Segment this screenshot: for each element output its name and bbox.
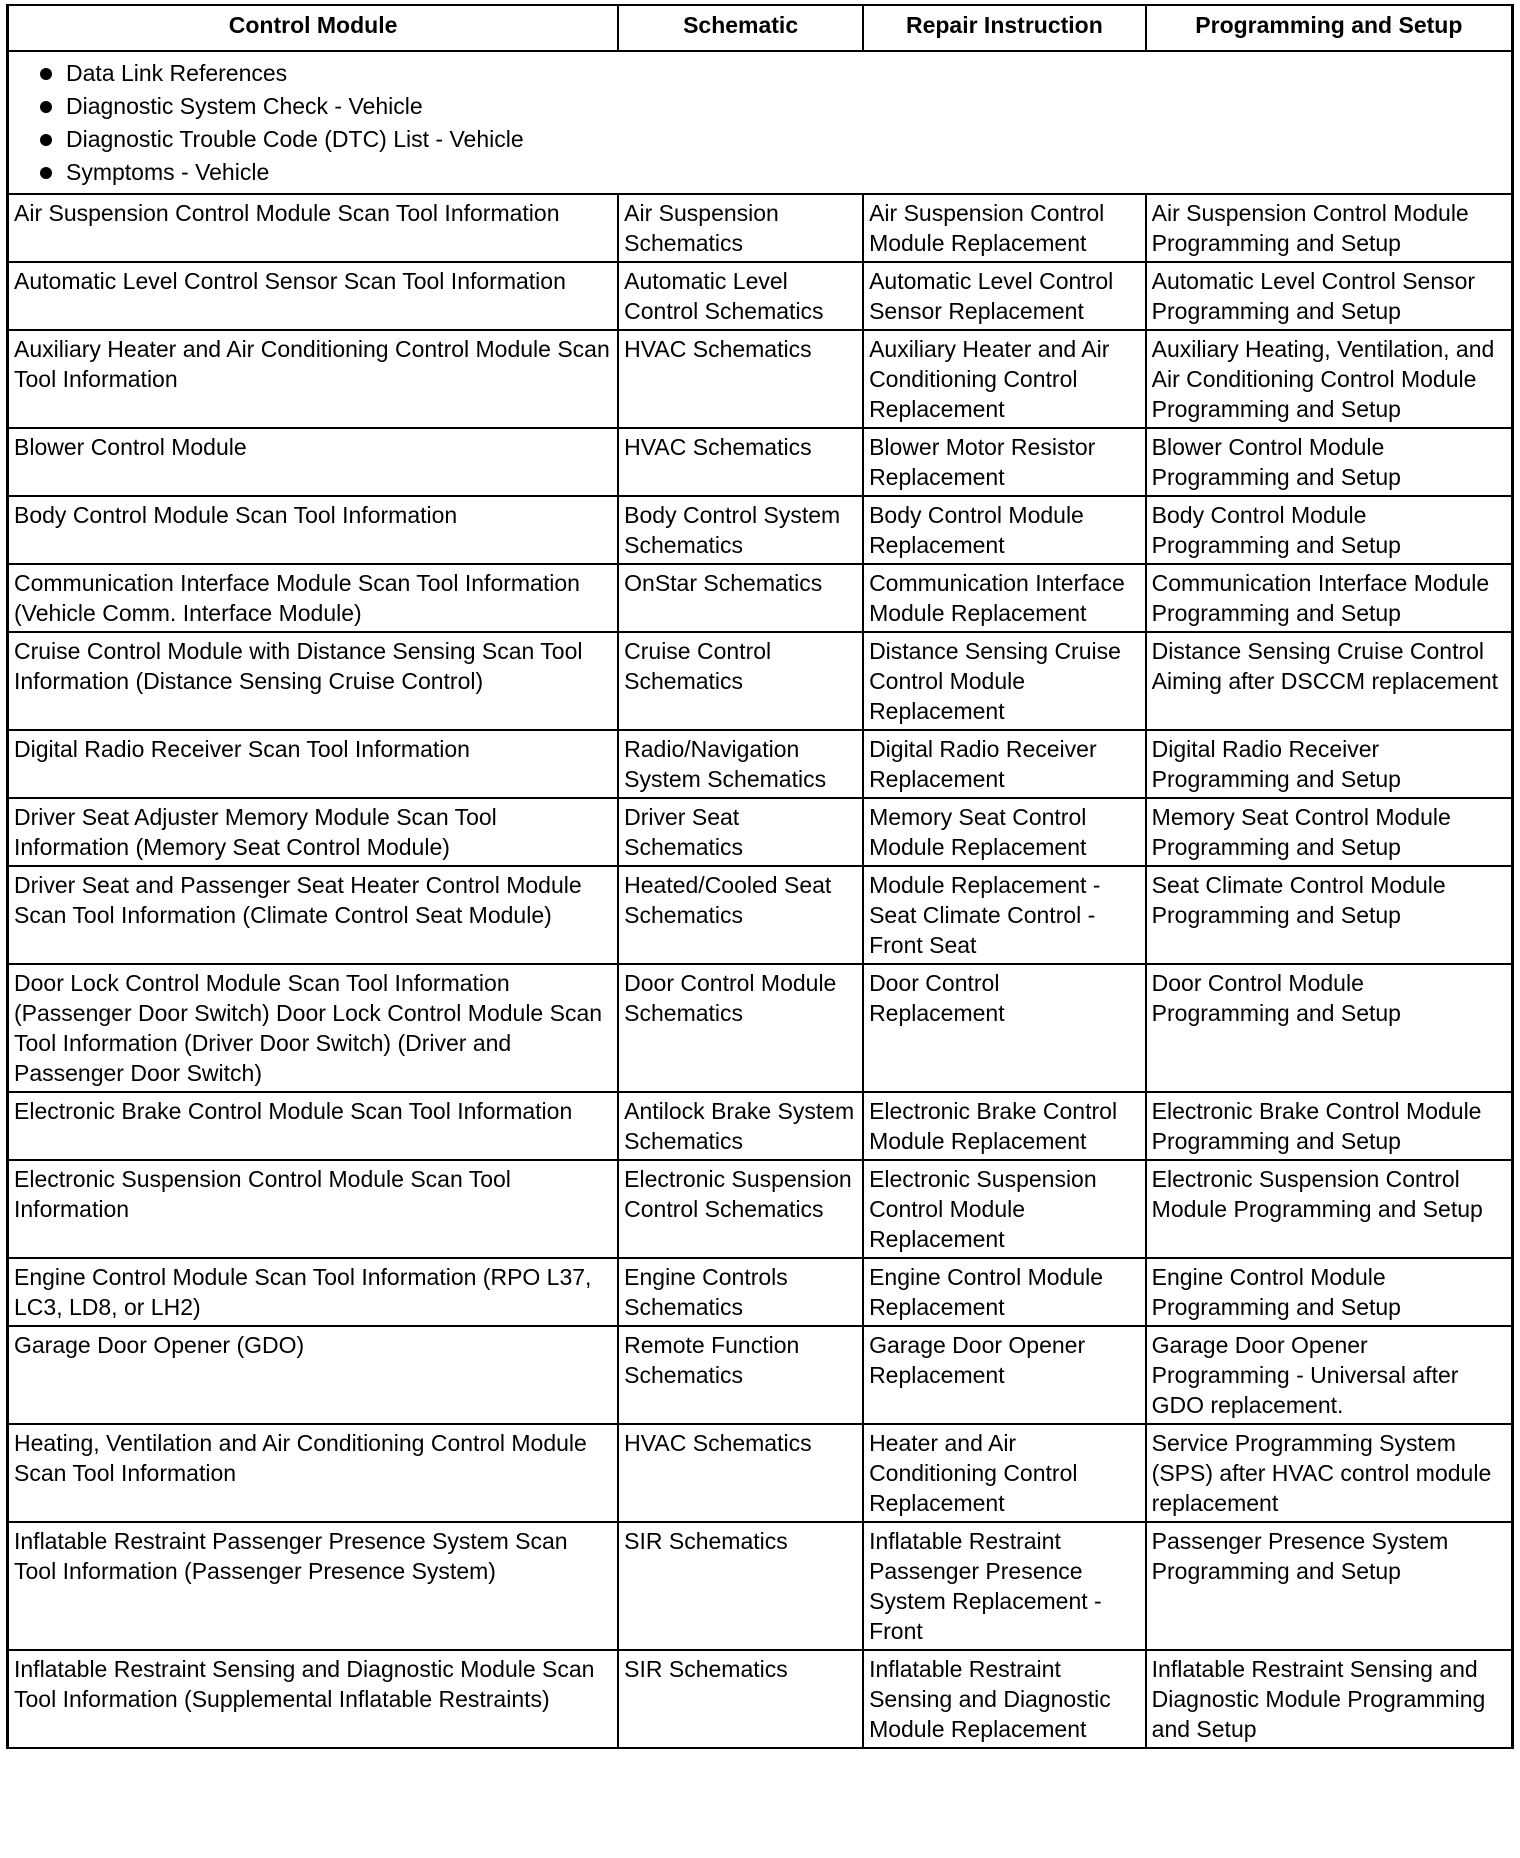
cell-programming-and-setup[interactable]: Air Suspension Control Module Programming and Setup — [1146, 194, 1513, 262]
document-page — [6, 4, 1514, 1749]
cell-control-module[interactable]: Inflatable Restraint Passenger Presence System Scan Tool Information (Passenger Presence System) — [8, 1522, 619, 1650]
cell-control-module[interactable]: Communication Interface Module Scan Tool Information (Vehicle Comm. Interface Module) — [8, 564, 619, 632]
cell-control-module[interactable]: Automatic Level Control Sensor Scan Tool Information — [8, 262, 619, 330]
cell-schematic[interactable]: Cruise Control Schematics — [618, 632, 863, 730]
table-row — [8, 1326, 1513, 1424]
cell-programming-and-setup[interactable]: Inflatable Restraint Sensing and Diagnostic Module Programming and Setup — [1146, 1650, 1513, 1748]
cell-repair-instruction[interactable]: Communication Interface Module Replacement — [863, 564, 1146, 632]
cell-schematic[interactable]: Remote Function Schematics — [618, 1326, 863, 1424]
bullet-icon — [40, 167, 52, 179]
cell-control-module[interactable]: Air Suspension Control Module Scan Tool Information — [8, 194, 619, 262]
cell-control-module[interactable]: Door Lock Control Module Scan Tool Information (Passenger Door Switch) Door Lock Control Module Scan Tool Information (Driver Door Switch) (Driver and Passenger Door Switch) — [8, 964, 619, 1092]
header-programming-and-setup: Programming and Setup — [1146, 5, 1513, 51]
cell-control-module[interactable]: Driver Seat and Passenger Seat Heater Control Module Scan Tool Information (Climate Control Seat Module) — [8, 866, 619, 964]
cell-repair-instruction[interactable]: Electronic Suspension Control Module Replacement — [863, 1160, 1146, 1258]
cell-repair-instruction[interactable]: Memory Seat Control Module Replacement — [863, 798, 1146, 866]
cell-control-module[interactable]: Heating, Ventilation and Air Conditioning Control Module Scan Tool Information — [8, 1424, 619, 1522]
table-row — [8, 632, 1513, 730]
cell-schematic[interactable]: Radio/Navigation System Schematics — [618, 730, 863, 798]
table-row — [8, 262, 1513, 330]
cell-schematic[interactable]: Air Suspension Schematics — [618, 194, 863, 262]
cell-repair-instruction[interactable]: Digital Radio Receiver Replacement — [863, 730, 1146, 798]
cell-programming-and-setup[interactable]: Memory Seat Control Module Programming and Setup — [1146, 798, 1513, 866]
table-row — [8, 866, 1513, 964]
reference-item[interactable] — [32, 123, 1506, 156]
reference-item[interactable] — [32, 90, 1506, 123]
cell-schematic[interactable]: Driver Seat Schematics — [618, 798, 863, 866]
table-row — [8, 564, 1513, 632]
cell-repair-instruction[interactable]: Body Control Module Replacement — [863, 496, 1146, 564]
cell-repair-instruction[interactable]: Heater and Air Conditioning Control Replacement — [863, 1424, 1146, 1522]
cell-repair-instruction[interactable]: Module Replacement - Seat Climate Control - Front Seat — [863, 866, 1146, 964]
bullet-icon — [40, 68, 52, 80]
cell-repair-instruction[interactable]: Distance Sensing Cruise Control Module Replacement — [863, 632, 1146, 730]
cell-repair-instruction[interactable]: Air Suspension Control Module Replacement — [863, 194, 1146, 262]
cell-control-module[interactable]: Body Control Module Scan Tool Information — [8, 496, 619, 564]
cell-programming-and-setup[interactable]: Service Programming System (SPS) after HVAC control module replacement — [1146, 1424, 1513, 1522]
table-row — [8, 1258, 1513, 1326]
cell-control-module[interactable]: Electronic Suspension Control Module Scan Tool Information — [8, 1160, 619, 1258]
cell-programming-and-setup[interactable]: Body Control Module Programming and Setup — [1146, 496, 1513, 564]
cell-repair-instruction[interactable]: Electronic Brake Control Module Replacement — [863, 1092, 1146, 1160]
table-row — [8, 428, 1513, 496]
table-row — [8, 496, 1513, 564]
cell-programming-and-setup[interactable]: Engine Control Module Programming and Setup — [1146, 1258, 1513, 1326]
table-row — [8, 1160, 1513, 1258]
cell-programming-and-setup[interactable]: Garage Door Opener Programming - Universal after GDO replacement. — [1146, 1326, 1513, 1424]
cell-schematic[interactable]: SIR Schematics — [618, 1522, 863, 1650]
cell-control-module[interactable]: Blower Control Module — [8, 428, 619, 496]
header-control-module: Control Module — [8, 5, 619, 51]
cell-schematic[interactable]: Automatic Level Control Schematics — [618, 262, 863, 330]
cell-programming-and-setup[interactable]: Digital Radio Receiver Programming and Setup — [1146, 730, 1513, 798]
control-module-table — [6, 4, 1514, 1749]
bullet-icon — [40, 134, 52, 146]
cell-control-module[interactable]: Driver Seat Adjuster Memory Module Scan Tool Information (Memory Seat Control Module) — [8, 798, 619, 866]
cell-control-module[interactable]: Cruise Control Module with Distance Sensing Scan Tool Information (Distance Sensing Cruise Control) — [8, 632, 619, 730]
reference-link[interactable]: Data Link References — [66, 60, 288, 86]
cell-schematic[interactable]: Heated/Cooled Seat Schematics — [618, 866, 863, 964]
cell-schematic[interactable]: Engine Controls Schematics — [618, 1258, 863, 1326]
cell-control-module[interactable]: Inflatable Restraint Sensing and Diagnostic Module Scan Tool Information (Supplemental Inflatable Restraints) — [8, 1650, 619, 1748]
cell-schematic[interactable]: OnStar Schematics — [618, 564, 863, 632]
cell-repair-instruction[interactable]: Door Control Replacement — [863, 964, 1146, 1092]
cell-schematic[interactable]: SIR Schematics — [618, 1650, 863, 1748]
table-row — [8, 1092, 1513, 1160]
cell-control-module[interactable]: Engine Control Module Scan Tool Information (RPO L37, LC3, LD8, or LH2) — [8, 1258, 619, 1326]
header-repair-instruction: Repair Instruction — [863, 5, 1146, 51]
table-row — [8, 1424, 1513, 1522]
cell-programming-and-setup[interactable]: Seat Climate Control Module Programming and Setup — [1146, 866, 1513, 964]
cell-programming-and-setup[interactable]: Communication Interface Module Programming and Setup — [1146, 564, 1513, 632]
table-row — [8, 330, 1513, 428]
cell-schematic[interactable]: Electronic Suspension Control Schematics — [618, 1160, 863, 1258]
cell-programming-and-setup[interactable]: Automatic Level Control Sensor Programming and Setup — [1146, 262, 1513, 330]
cell-schematic[interactable]: HVAC Schematics — [618, 1424, 863, 1522]
bullet-icon — [40, 101, 52, 113]
table-row — [8, 1650, 1513, 1748]
reference-link[interactable]: Diagnostic Trouble Code (DTC) List - Vehicle — [66, 126, 524, 152]
references-cell — [8, 51, 1513, 194]
cell-programming-and-setup[interactable]: Passenger Presence System Programming and Setup — [1146, 1522, 1513, 1650]
cell-repair-instruction[interactable]: Blower Motor Resistor Replacement — [863, 428, 1146, 496]
cell-programming-and-setup[interactable]: Electronic Brake Control Module Programming and Setup — [1146, 1092, 1513, 1160]
cell-schematic[interactable]: Antilock Brake System Schematics — [618, 1092, 863, 1160]
table-row — [8, 1522, 1513, 1650]
header-schematic: Schematic — [618, 5, 863, 51]
cell-programming-and-setup[interactable]: Electronic Suspension Control Module Programming and Setup — [1146, 1160, 1513, 1258]
cell-schematic[interactable]: Door Control Module Schematics — [618, 964, 863, 1092]
cell-repair-instruction[interactable]: Inflatable Restraint Sensing and Diagnostic Module Replacement — [863, 1650, 1146, 1748]
cell-programming-and-setup[interactable]: Auxiliary Heating, Ventilation, and Air Conditioning Control Module Programming and Setup — [1146, 330, 1513, 428]
cell-schematic[interactable]: HVAC Schematics — [618, 330, 863, 428]
reference-link[interactable]: Diagnostic System Check - Vehicle — [66, 93, 423, 119]
table-row — [8, 730, 1513, 798]
cell-repair-instruction[interactable]: Garage Door Opener Replacement — [863, 1326, 1146, 1424]
table-row — [8, 964, 1513, 1092]
reference-item[interactable] — [32, 156, 1506, 189]
cell-programming-and-setup[interactable]: Distance Sensing Cruise Control Aiming after DSCCM replacement — [1146, 632, 1513, 730]
cell-control-module[interactable]: Garage Door Opener (GDO) — [8, 1326, 619, 1424]
cell-repair-instruction[interactable]: Automatic Level Control Sensor Replacement — [863, 262, 1146, 330]
references-list — [14, 55, 1506, 190]
cell-control-module[interactable]: Digital Radio Receiver Scan Tool Information — [8, 730, 619, 798]
references-row — [8, 51, 1513, 194]
cell-control-module[interactable]: Electronic Brake Control Module Scan Tool Information — [8, 1092, 619, 1160]
reference-item[interactable] — [32, 57, 1506, 90]
cell-repair-instruction[interactable]: Auxiliary Heater and Air Conditioning Control Replacement — [863, 330, 1146, 428]
cell-control-module[interactable]: Auxiliary Heater and Air Conditioning Control Module Scan Tool Information — [8, 330, 619, 428]
table-row — [8, 194, 1513, 262]
table-row — [8, 798, 1513, 866]
cell-programming-and-setup[interactable]: Door Control Module Programming and Setup — [1146, 964, 1513, 1092]
reference-link[interactable]: Symptoms - Vehicle — [66, 159, 270, 185]
cell-programming-and-setup[interactable]: Blower Control Module Programming and Setup — [1146, 428, 1513, 496]
cell-schematic[interactable]: Body Control System Schematics — [618, 496, 863, 564]
cell-repair-instruction[interactable]: Inflatable Restraint Passenger Presence System Replacement - Front — [863, 1522, 1146, 1650]
table-header-row — [8, 5, 1513, 51]
cell-repair-instruction[interactable]: Engine Control Module Replacement — [863, 1258, 1146, 1326]
cell-schematic[interactable]: HVAC Schematics — [618, 428, 863, 496]
